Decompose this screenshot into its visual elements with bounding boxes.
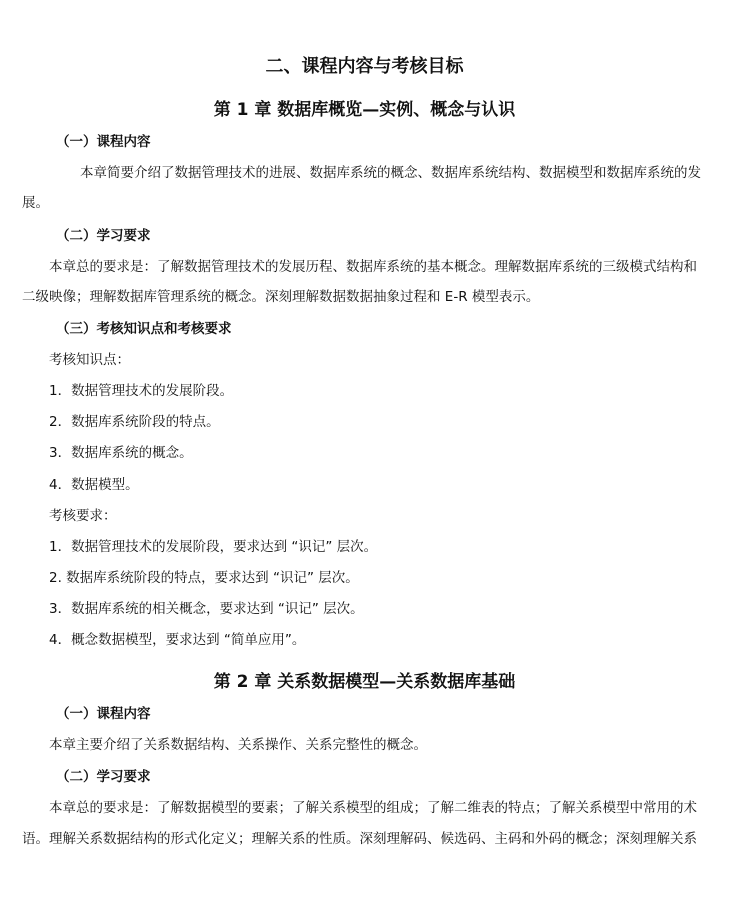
chapter-1-title: 第 1 章 数据库概览—实例、概念与认识 <box>213 100 516 120</box>
main-title: 二、课程内容与考核目标 <box>265 56 464 77</box>
chapter-1-requirements-line-1: 本章总的要求是：了解数据管理技术的发展历程、数据库系统的基本概念。理解数据库系统的三级模式结构和 <box>49 259 697 275</box>
knowledge-item: 3．数据库系统的概念。 <box>49 445 193 461</box>
demand-item: 2. 数据库系统阶段的特点，要求达到 “识记” 层次。 <box>49 570 359 586</box>
knowledge-item: 1．数据管理技术的发展阶段。 <box>49 383 234 399</box>
demand-item: 4．概念数据模型，要求达到 “简单应用”。 <box>49 632 306 648</box>
chapter-1-exam-heading: （三）考核知识点和考核要求 <box>56 321 232 337</box>
chapter-1-content-line-1: 本章简要介绍了数据管理技术的进展、数据库系统的概念、数据库系统结构、数据模型和数据库系统的发 <box>80 165 701 181</box>
chapter-2-requirements-heading: （二）学习要求 <box>56 769 151 785</box>
chapter-2-requirements-line-1: 本章总的要求是：了解数据模型的要素；了解关系模型的组成；了解二维表的特点；了解关系模型中常用的术 <box>49 800 697 816</box>
knowledge-label: 考核知识点： <box>49 352 130 368</box>
chapter-1-content-line-2: 展。 <box>22 195 49 211</box>
chapter-1-requirements-line-2: 二级映像；理解数据库管理系统的概念。深刻理解数据数据抽象过程和 E-R 模型表示。 <box>22 289 540 305</box>
chapter-2-content-line-1: 本章主要介绍了关系数据结构、关系操作、关系完整性的概念。 <box>49 737 427 753</box>
chapter-2-content-heading: （一）课程内容 <box>56 706 151 722</box>
chapter-1-requirements-heading: （二）学习要求 <box>56 228 151 244</box>
chapter-2-title: 第 2 章 关系数据模型—关系数据库基础 <box>213 672 516 692</box>
demand-item: 3．数据库系统的相关概念，要求达到 “识记” 层次。 <box>49 601 364 617</box>
chapter-1-content-heading: （一）课程内容 <box>56 134 151 150</box>
knowledge-item: 4．数据模型。 <box>49 477 139 493</box>
chapter-2-requirements-line-2: 语。理解关系数据结构的形式化定义；理解关系的性质。深刻理解码、候选码、主码和外码的概念；深刻理解关系 <box>22 831 697 847</box>
demand-item: 1．数据管理技术的发展阶段，要求达到 “识记” 层次。 <box>49 539 378 555</box>
knowledge-item: 2．数据库系统阶段的特点。 <box>49 414 220 430</box>
demand-label: 考核要求： <box>49 508 117 524</box>
